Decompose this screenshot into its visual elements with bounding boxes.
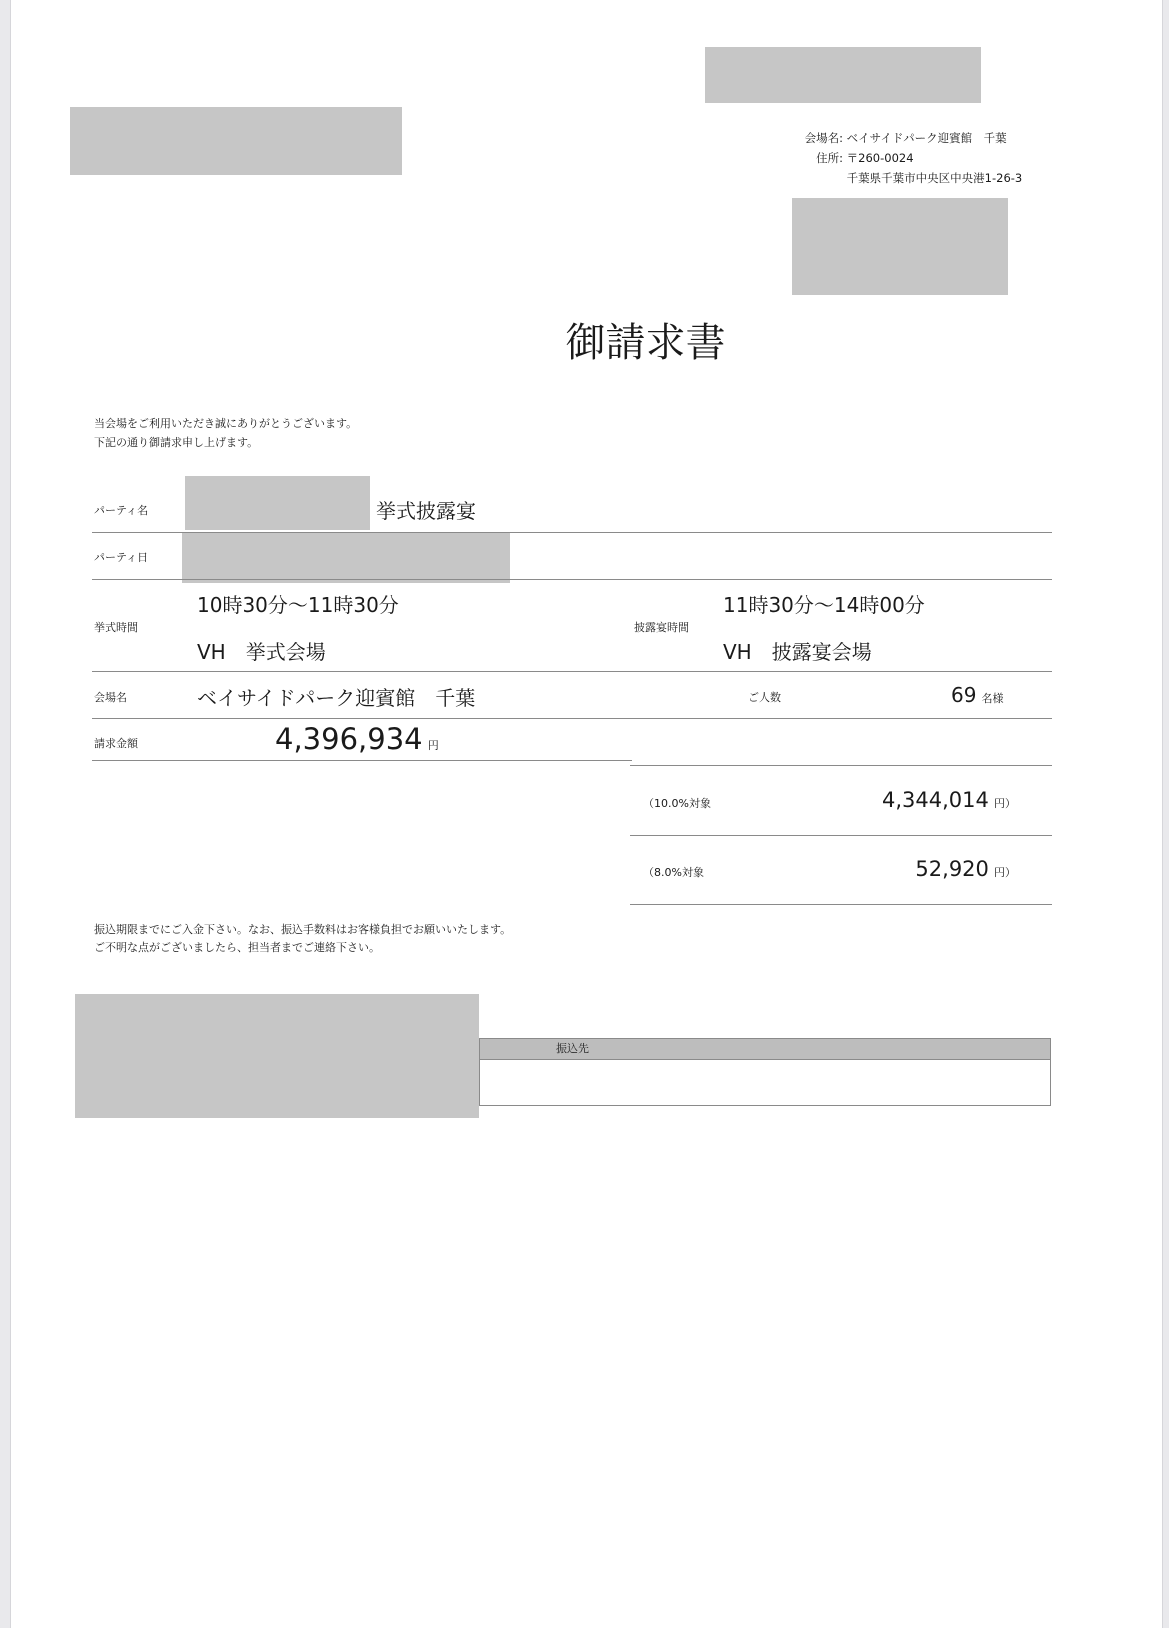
party-name-label: パーティ名 (94, 504, 149, 517)
divider (92, 718, 1052, 719)
redacted-party-date (182, 533, 510, 583)
guests-count (951, 683, 1004, 707)
reception-time: 11時30分〜14時00分 (723, 593, 925, 617)
tax-divider (630, 904, 1052, 905)
address-value: 千葉県千葉市中央区中央港1-26-3 (846, 171, 1023, 185)
address-label: 住所: (816, 151, 843, 165)
ceremony-time-label: 挙式時間 (94, 621, 138, 634)
intro-text (94, 414, 357, 452)
divider (92, 671, 1052, 672)
redacted-party-name (185, 476, 370, 530)
guests-label: ご人数 (748, 691, 781, 704)
redacted-block-top-right (705, 47, 981, 103)
payment-note-line-1: 振込期限までにご入金下さい。なお、振込手数料はお客様負担でお願いいたします。 (94, 923, 512, 936)
party-name-suffix: 挙式披露宴 (376, 499, 476, 523)
amount (275, 722, 439, 756)
venue-label: 会場名: (804, 131, 843, 145)
amount-label: 請求金額 (94, 737, 138, 750)
invoice-page (10, 0, 1163, 1628)
intro-line-2: 下記の通り御請求申し上げます。 (94, 436, 259, 449)
bank-transfer-box (479, 1038, 1051, 1106)
intro-line-1: 当会場をご利用いただき誠にありがとうございます。 (94, 417, 358, 430)
party-date-label: パーティ日 (94, 551, 149, 564)
amount-value: 4,396,934 (275, 722, 423, 756)
payment-note-line-2: ご不明な点がございましたら、担当者までご連絡下さい。 (94, 941, 380, 954)
bank-transfer-header: 振込先 (480, 1039, 1050, 1060)
postal-code: 〒260-0024 (846, 151, 914, 165)
tax-8-value: 52,920 (915, 857, 989, 881)
divider (92, 760, 632, 761)
tax-8-unit: 円） (994, 866, 1016, 879)
redacted-block-addressee (70, 107, 402, 175)
amount-unit: 円 (427, 739, 439, 752)
venue-name-label: 会場名 (94, 691, 127, 704)
tax-10-amount (841, 788, 1016, 812)
tax-8-label: （8.0%対象 (643, 866, 704, 879)
redacted-block-stamp (792, 198, 1008, 295)
tax-divider (630, 835, 1052, 836)
ceremony-place: VH 挙式会場 (197, 640, 326, 664)
reception-time-label: 披露宴時間 (634, 621, 689, 634)
tax-10-value: 4,344,014 (882, 788, 989, 812)
invoice-title: 御請求書 (565, 320, 726, 366)
reception-place: VH 披露宴会場 (723, 640, 872, 664)
guests-value: 69 (951, 683, 977, 707)
tax-8-amount (841, 857, 1016, 881)
divider (92, 579, 1052, 580)
venue-value: ベイサイドパーク迎賓館 千葉 (846, 131, 1007, 145)
venue-info (797, 128, 1022, 188)
payment-note (94, 921, 511, 957)
tax-10-unit: 円） (994, 797, 1016, 810)
tax-divider (630, 765, 1052, 766)
ceremony-time: 10時30分〜11時30分 (197, 593, 399, 617)
redacted-bank-info (75, 994, 479, 1118)
tax-10-label: （10.0%対象 (643, 797, 711, 810)
venue-name-value: ベイサイドパーク迎賓館 千葉 (197, 686, 476, 710)
guests-unit: 名様 (981, 692, 1004, 705)
